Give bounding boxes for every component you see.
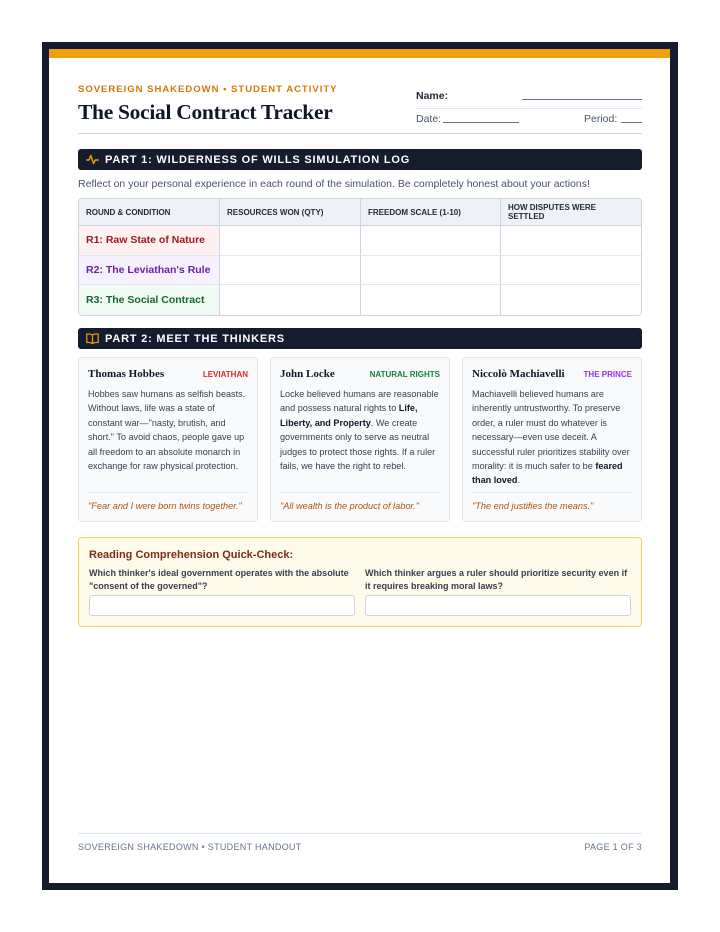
freedom-cell[interactable] — [361, 285, 501, 315]
card-divider — [88, 492, 248, 493]
accent-bar — [49, 49, 670, 58]
answer-field-1[interactable] — [89, 595, 355, 616]
disputes-cell[interactable] — [501, 256, 641, 286]
column-header: ROUND & CONDITION — [79, 199, 220, 226]
round-label: R3: The Social Contract — [79, 285, 220, 315]
part2-heading: PART 2: MEET THE THINKERS — [105, 332, 285, 345]
part1-intro: Reflect on your personal experience in each round of the simulation. Be completely honest about your actions! — [78, 178, 590, 190]
resources-cell[interactable] — [220, 226, 361, 256]
table-row — [79, 256, 641, 286]
disputes-cell[interactable] — [501, 226, 641, 256]
part1-heading-bar — [78, 149, 642, 170]
activity-pulse-icon — [86, 154, 99, 165]
thinker-card-machiavelli — [462, 357, 642, 522]
thinker-tag: THE PRINCE — [583, 370, 632, 379]
name-label: Name: — [416, 90, 449, 102]
page-number: PAGE 1 OF 3 — [584, 842, 642, 852]
thinker-description: Machiavelli believed humans are inherently untrustworthy. To preserve order, a ruler must do whatever is necessary—even use deceit. A successful ruler prioritizes stability over morality: it is much safer to be feared than loved. — [472, 389, 630, 486]
date-label: Date: — [416, 113, 442, 125]
header-divider — [78, 133, 642, 134]
page-title: The Social Contract Tracker — [78, 100, 333, 124]
resources-cell[interactable] — [220, 256, 361, 286]
part1-heading: PART 1: WILDERNESS OF WILLS SIMULATION LOG — [105, 153, 411, 166]
card-divider — [280, 492, 440, 493]
thinker-name: Niccolò Machiavelli — [472, 368, 565, 380]
table-row — [79, 226, 641, 256]
name-divider — [416, 108, 642, 109]
table-header-row — [79, 199, 641, 226]
column-header: HOW DISPUTES WERE SETTLED — [501, 199, 641, 226]
column-header: RESOURCES WON (QTY) — [220, 199, 361, 226]
thinker-cards — [78, 357, 642, 522]
period-label: Period: — [584, 113, 618, 125]
round-label: R2: The Leviathan's Rule — [79, 256, 220, 286]
thinker-description: Hobbes saw humans as selfish beasts. Without laws, life was a state of constant war—"nasty, brutish, and short." To avoid chaos, people gave up all freedom to an absolute monarch in exchange for raw physical protection. — [88, 389, 246, 472]
resources-cell[interactable] — [220, 285, 361, 315]
card-divider — [472, 492, 632, 493]
quick-check-title: Reading Comprehension Quick-Check: — [89, 549, 294, 561]
freedom-cell[interactable] — [361, 256, 501, 286]
question-1: Which thinker's ideal government operates with the absolute "consent of the governed"? — [89, 568, 349, 591]
thinker-tag: LEVIATHAN — [202, 370, 248, 379]
thinker-description: Locke believed humans are reasonable and possess natural rights to Life, Liberty, and Property. We create governments only to serve as neutral judges to protect those rights. If a ruler fails, we have the right to rebel. — [280, 389, 439, 472]
open-book-icon — [86, 333, 99, 344]
table-row — [79, 285, 641, 315]
footer-divider — [78, 833, 642, 834]
freedom-cell[interactable] — [361, 226, 501, 256]
footer-label: SOVEREIGN SHAKEDOWN • STUDENT HANDOUT — [78, 842, 302, 852]
thinker-name: John Locke — [280, 368, 335, 380]
thinker-quote: "Fear and I were born twins together." — [88, 501, 242, 511]
thinker-tag: NATURAL RIGHTS — [369, 370, 440, 379]
period-blank — [621, 122, 642, 123]
simulation-log-table — [78, 198, 642, 316]
column-header: FREEDOM SCALE (1-10) — [361, 199, 501, 226]
quick-check-box — [78, 537, 642, 627]
date-blank — [443, 122, 519, 123]
thinker-card-hobbes — [78, 357, 258, 522]
answer-field-2[interactable] — [365, 595, 631, 616]
thinker-name: Thomas Hobbes — [88, 368, 165, 380]
eyebrow-label: SOVEREIGN SHAKEDOWN • STUDENT ACTIVITY — [78, 84, 338, 95]
round-label: R1: Raw State of Nature — [79, 226, 220, 256]
disputes-cell[interactable] — [501, 285, 641, 315]
thinker-quote: "The end justifies the means." — [472, 501, 594, 511]
thinker-quote: "All wealth is the product of labor." — [280, 501, 419, 511]
thinker-card-locke — [270, 357, 450, 522]
question-2: Which thinker argues a ruler should prioritize security even if it requires breaking moral laws? — [365, 568, 628, 591]
name-blank — [522, 99, 642, 100]
part2-heading-bar — [78, 328, 642, 349]
